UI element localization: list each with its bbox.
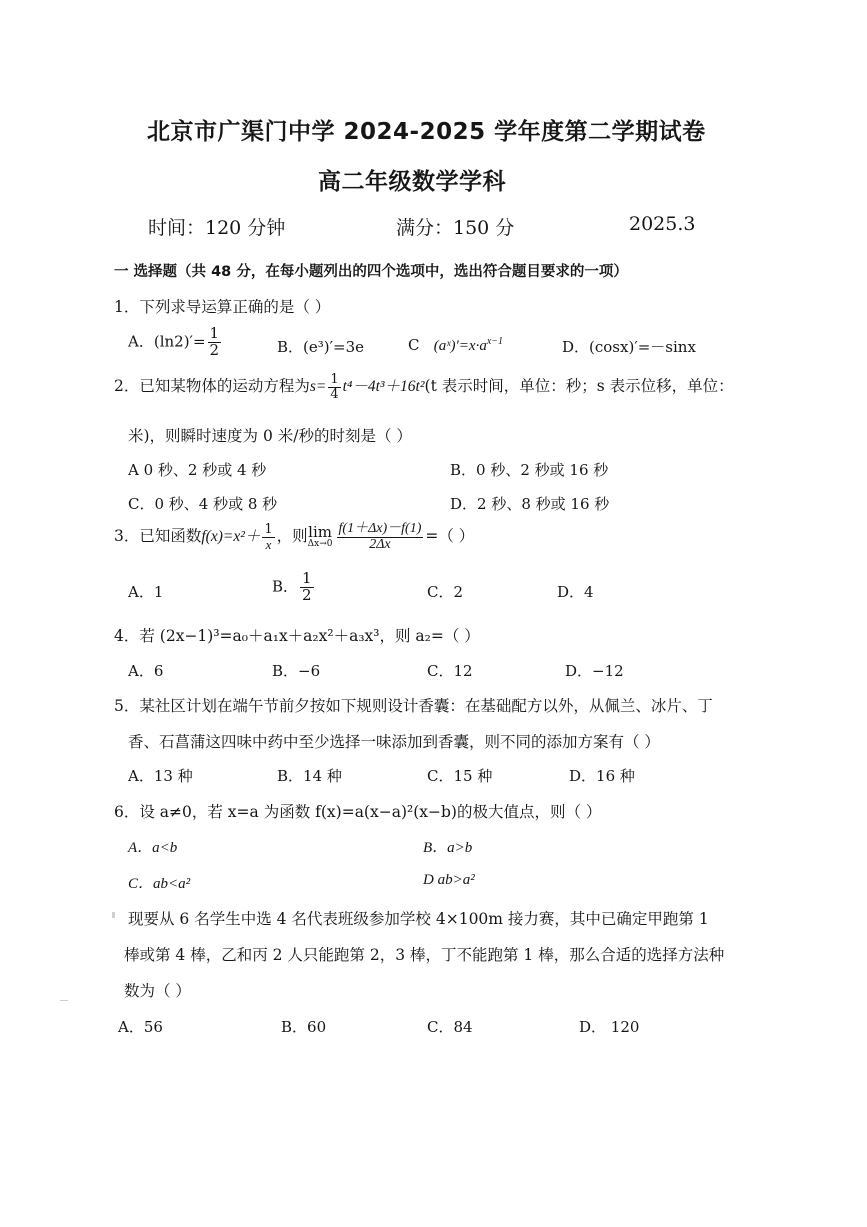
option-a-expr: (ln2)′= <box>153 332 206 351</box>
q3-fraction <box>262 523 274 551</box>
limit-symbol: lim <box>308 523 332 542</box>
q2-stem-pre: 2．已知某物体的运动方程为 <box>114 377 310 396</box>
fraction-numerator: 1 <box>209 324 220 342</box>
question-7-line3: 数为（ ） <box>124 982 191 1000</box>
scan-artifact <box>60 1000 68 1001</box>
question-5-line2: 香、石菖蒲这四味中药中至少选择一味添加到香囊，则不同的添加方案有（ ） <box>128 733 660 751</box>
fraction-denominator: 2Δx <box>369 536 391 552</box>
option-c-label: C <box>408 336 420 354</box>
exam-title: 北京市广渠门中学 2024-2025 学年度第二学期试卷 <box>147 119 706 145</box>
question-1-option-b: B．(e³)′=3e <box>277 338 365 356</box>
fraction-numerator: 1 <box>264 522 273 538</box>
question-5-line1: 5．某社区计划在端午节前夕按如下规则设计香囊：在基础配方以外，从佩兰、冰片、丁 <box>114 697 713 715</box>
question-6-option-b: B．a>b <box>423 840 473 856</box>
section-heading: 一 选择题（共 48 分，在每小题列出的四个选项中，选出符合题目要求的一项） <box>114 264 628 280</box>
question-2-option-c: C．0 秒、4 秒或 8 秒 <box>128 495 278 513</box>
question-4-stem: 4．若 (2x−1)³=a₀＋a₁x＋a₂x²＋a₃x³，则 a₂=（ ） <box>114 627 480 645</box>
fraction <box>300 571 314 604</box>
fraction-denominator: 2 <box>209 340 220 359</box>
question-4-option-d: D．−12 <box>565 662 624 680</box>
question-2-option-d: D．2 秒、8 秒或 16 秒 <box>450 495 610 513</box>
option-c-expr: (aˣ)′=x·a <box>433 338 487 354</box>
question-5-option-c: C．15 种 <box>427 767 493 785</box>
question-5-option-d: D．16 种 <box>569 767 635 785</box>
question-2-option-b: B．0 秒、2 秒或 16 秒 <box>450 461 609 479</box>
q3-stem-pre: 3．已知函数 <box>114 527 202 546</box>
fraction-numerator: 1 <box>330 372 339 387</box>
q2-polynomial: t⁴－4t³＋16t² <box>342 378 425 396</box>
fraction <box>208 326 222 359</box>
q2-s-eq: s= <box>309 378 327 396</box>
fraction-denominator: 2 <box>302 585 312 604</box>
question-2-stem <box>114 373 734 401</box>
question-6-option-a: A．a<b <box>128 840 178 856</box>
question-1-stem: 1．下列求导运算正确的是（ ） <box>114 298 331 316</box>
question-2-line2: 米)，则瞬时速度为 0 米/秒的时刻是（ ） <box>128 427 412 445</box>
question-7-option-b: B．60 <box>281 1018 327 1036</box>
question-7-option-c: C．84 <box>427 1018 473 1036</box>
question-5-option-b: B．14 种 <box>277 767 342 785</box>
question-7-option-d: D． 120 <box>579 1018 640 1036</box>
exam-score: 满分：150 分 <box>396 217 515 239</box>
q2-fraction <box>328 373 340 401</box>
question-4-option-a: A．6 <box>128 662 164 680</box>
question-2-option-a: A 0 秒、2 秒或 4 秒 <box>128 461 267 479</box>
question-3-stem <box>114 522 474 552</box>
scan-artifact <box>112 912 115 918</box>
question-6-option-d: D ab>a² <box>423 872 475 888</box>
limit-subscript: Δx→0 <box>307 539 333 550</box>
question-7-option-a: A．56 <box>118 1018 163 1036</box>
question-1-option-d: D．(cosx)′=－sinx <box>562 338 696 356</box>
q3-stem-post: =（ ） <box>425 527 475 546</box>
fraction-numerator: f(1＋Δx)－f(1) <box>338 521 422 536</box>
question-5-option-a: A．13 种 <box>128 767 193 785</box>
q3-limit-fraction <box>337 522 424 552</box>
fraction-denominator: x <box>265 536 272 552</box>
option-a-label: A． <box>128 332 154 351</box>
option-b-label: B． <box>272 577 299 596</box>
exam-date: 2025.3 <box>629 213 696 235</box>
fraction-denominator: 4 <box>330 386 339 402</box>
question-3-option-c: C．2 <box>427 583 464 601</box>
q3-function: f(x)=x²＋ <box>201 528 261 546</box>
question-7-line1: 现要从 6 名学生中选 4 名代表班级参加学校 4×100m 接力赛，其中已确定甲跑第 1 <box>128 910 709 928</box>
question-3-option-d: D．4 <box>557 583 594 601</box>
question-1-option-a <box>128 326 223 359</box>
question-4-option-b: B．−6 <box>272 662 321 680</box>
q3-then: ，则 <box>276 527 308 546</box>
exam-subtitle: 高二年级数学学科 <box>318 169 506 195</box>
question-7-line2: 棒或第 4 棒，乙和丙 2 人只能跑第 2，3 棒，丁不能跑第 1 棒，那么合适的选择方法种 <box>124 946 725 964</box>
option-c-exponent: x−1 <box>486 336 504 347</box>
q2-stem-post: (t 表示时间，单位：秒；s 表示位移，单位： <box>424 377 734 396</box>
question-1-option-c <box>408 336 503 355</box>
question-3-option-b <box>272 571 316 604</box>
limit-operator <box>308 525 333 549</box>
question-4-option-c: C．12 <box>427 662 473 680</box>
question-6-option-c: C．ab<a² <box>128 876 191 892</box>
exam-time: 时间：120 分钟 <box>148 217 286 239</box>
question-6-stem: 6．设 a≠0，若 x=a 为函数 f(x)=a(x−a)²(x−b)的极大值点，则（ ） <box>114 803 602 821</box>
question-3-option-a: A．1 <box>128 583 164 601</box>
fraction-numerator: 1 <box>302 569 312 587</box>
